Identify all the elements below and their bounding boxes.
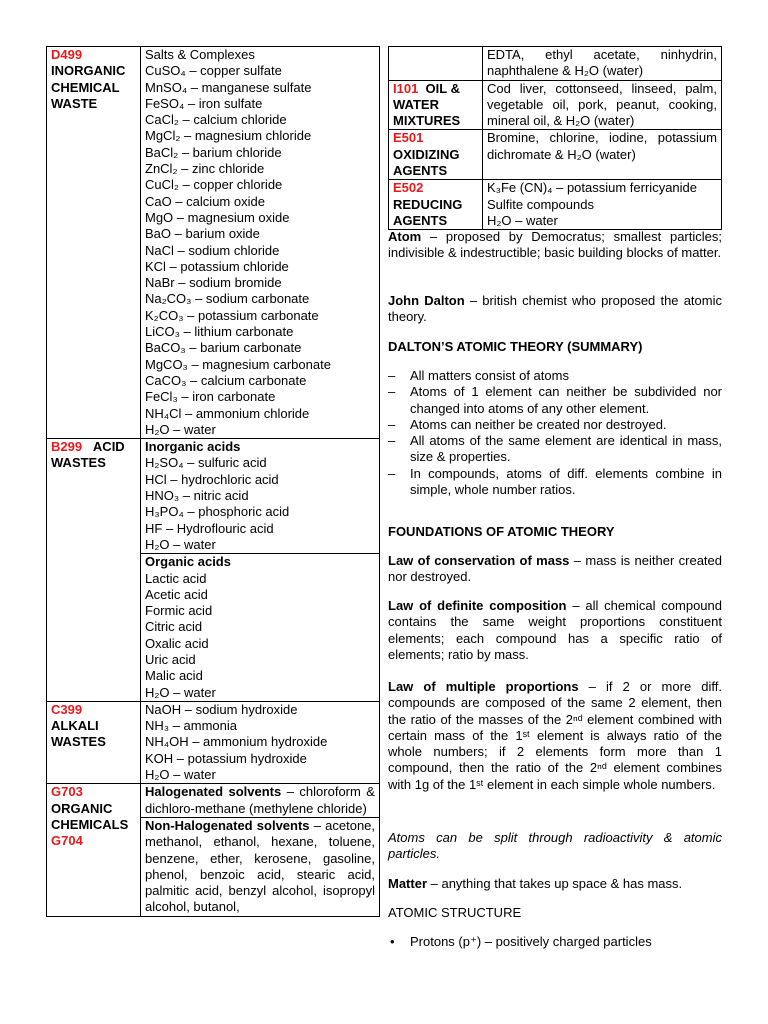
waste-code: G703 bbox=[51, 784, 83, 800]
category-name: ALKALI bbox=[51, 718, 99, 734]
waste-code: I101 bbox=[393, 80, 419, 96]
category-name: INORGANIC bbox=[51, 63, 126, 79]
table-row bbox=[389, 80, 722, 130]
category-cell bbox=[389, 130, 483, 180]
table-row bbox=[47, 439, 380, 702]
list-item: Na₂CO₃ – sodium carbonate bbox=[145, 291, 310, 307]
non-halogenated-entry: Non-Halogenated solvents – acetone, methanol, ethanol, hexane, toluene, benzene, ether, kerosene, gasoline, phenol, benzoic acid, stearic acid, palmitic acid, benzyl alcohol, isopropyl alcohol, butanol, bbox=[141, 817, 379, 916]
category-cell bbox=[47, 701, 141, 783]
list-item: – All atoms of the same element are identical in mass, size & properties. bbox=[388, 433, 722, 466]
list-item: H₂O – water bbox=[487, 212, 558, 228]
list-item: KCl – potassium chloride bbox=[145, 258, 289, 274]
list-item: CaCl₂ – calcium chloride bbox=[145, 112, 287, 128]
list-item: Salts & Complexes bbox=[145, 47, 255, 62]
list-item: ZnCl₂ – zinc chloride bbox=[145, 161, 265, 177]
list-item: Sulfite compounds bbox=[487, 196, 594, 212]
list-item: NaBr – sodium bromide bbox=[145, 275, 282, 291]
category-cell bbox=[47, 439, 141, 702]
category-cell bbox=[389, 80, 483, 130]
law-definite-composition: Law of definite composition – all chemical compound contains the same weight proportions constituent elements; each compound has a specific ratio of elements; ratio by mass. bbox=[388, 598, 722, 662]
list-item: HF – Hydroflouric acid bbox=[145, 520, 274, 536]
halogenated-entry: Halogenated solvents – chloroform & dichloro-methane (methylene chloride) bbox=[145, 784, 375, 816]
table-row bbox=[47, 47, 380, 439]
table-row bbox=[389, 130, 722, 180]
list-item: BaCl₂ – barium chloride bbox=[145, 144, 282, 160]
list-item: H₂O – water bbox=[145, 767, 216, 783]
list-item: H₂O – water bbox=[145, 536, 216, 552]
list-item: MgCO₃ – magnesium carbonate bbox=[145, 356, 331, 372]
list-item: FeCl₃ – iron carbonate bbox=[145, 389, 276, 405]
list-item: NH₄Cl – ammonium chloride bbox=[145, 405, 310, 421]
table-row bbox=[389, 180, 722, 230]
list-item: H₂SO₄ – sulfuric acid bbox=[145, 455, 267, 471]
list-item: BaO – barium oxide bbox=[145, 226, 260, 242]
list-item: MgO – magnesium oxide bbox=[145, 209, 290, 225]
list-item: Acetic acid bbox=[145, 586, 208, 602]
waste-code: G704 bbox=[51, 833, 83, 849]
list-item: Lactic acid bbox=[145, 570, 207, 586]
law-conservation: Law of conservation of mass – mass is neither created nor destroyed. bbox=[388, 553, 722, 585]
category-name: OIL & bbox=[425, 80, 460, 96]
list-item: – Atoms of 1 element can neither be subdivided nor changed into atoms of any other element. bbox=[388, 384, 722, 417]
list-item: K₃Fe (CN)₄ – potassium ferricyanide bbox=[487, 180, 697, 196]
list-item: CuSO₄ – copper sulfate bbox=[145, 63, 282, 79]
category-cell bbox=[389, 47, 483, 81]
category-name: ACID bbox=[92, 439, 125, 455]
list-item: NaOH – sodium hydroxide bbox=[145, 701, 298, 717]
section-heading: Inorganic acids bbox=[145, 439, 241, 455]
waste-table-right bbox=[388, 46, 722, 230]
list-item: CaO – calcium oxide bbox=[145, 193, 265, 209]
list-item: – In compounds, atoms of diff. elements combine in simple, whole number ratios. bbox=[388, 466, 722, 499]
list-item: HCl – hydrochloric acid bbox=[145, 471, 279, 487]
list-item: – All matters consist of atoms bbox=[388, 368, 722, 384]
foundations-heading: FOUNDATIONS OF ATOMIC THEORY bbox=[388, 524, 615, 539]
list-item: Malic acid bbox=[145, 668, 203, 684]
chemicals-cell: Bromine, chlorine, iodine, potassium dichromate & H₂O (water) bbox=[483, 130, 722, 180]
waste-code: C399 bbox=[51, 701, 83, 717]
category-name: WASTES bbox=[51, 455, 106, 471]
category-name: WASTES bbox=[51, 734, 106, 750]
dalton-definition: John Dalton – british chemist who proposed the atomic theory. bbox=[388, 293, 722, 325]
list-item: NH₄OH – ammonium hydroxide bbox=[145, 734, 328, 750]
list-item: NaCl – sodium chloride bbox=[145, 242, 280, 258]
list-item: K₂CO₃ – potassium carbonate bbox=[145, 307, 319, 323]
waste-code: B299 bbox=[51, 439, 83, 455]
atom-definition: Atom – proposed by Democratus; smallest particles; indivisible & indestructible; basic building blocks of matter. bbox=[388, 229, 722, 261]
structure-points bbox=[388, 934, 722, 950]
list-item: – Atoms can neither be created nor destroyed. bbox=[388, 417, 722, 433]
table-row bbox=[47, 784, 380, 916]
category-name: REDUCING bbox=[393, 196, 463, 212]
list-item: H₃PO₄ – phosphoric acid bbox=[145, 504, 290, 520]
list-item: H₂O – water bbox=[145, 421, 216, 437]
list-item: HNO₃ – nitric acid bbox=[145, 488, 249, 504]
radioactivity-note: Atoms can be split through radioactivity & atomic particles. bbox=[388, 830, 722, 862]
category-name: CHEMICALS bbox=[51, 816, 129, 832]
list-item: • Protons (p⁺) – positively charged particles bbox=[388, 934, 722, 950]
list-item: Formic acid bbox=[145, 603, 213, 619]
waste-table-left bbox=[46, 46, 380, 917]
structure-heading: ATOMIC STRUCTURE bbox=[388, 905, 522, 920]
list-item: KOH – potassium hydroxide bbox=[145, 750, 307, 766]
chemicals-cell bbox=[483, 180, 722, 230]
category-name: CHEMICAL bbox=[51, 79, 120, 95]
chemicals-cell: Cod liver, cottonseed, linseed, palm, vegetable oil, pork, peanut, cooking, mineral oil, & H₂O (water) bbox=[483, 80, 722, 130]
list-item: NH₃ – ammonia bbox=[145, 718, 237, 734]
table-row bbox=[47, 701, 380, 783]
category-cell bbox=[389, 180, 483, 230]
category-name: AGENTS bbox=[393, 163, 448, 179]
chemicals-cell: EDTA, ethyl acetate, ninhydrin, naphthalene & H₂O (water) bbox=[483, 47, 722, 81]
list-item: H₂O – water bbox=[145, 684, 216, 700]
category-name: MIXTURES bbox=[393, 113, 461, 129]
table-row bbox=[389, 47, 722, 81]
category-cell bbox=[47, 784, 141, 916]
category-cell bbox=[47, 47, 141, 439]
list-item: Citric acid bbox=[145, 619, 203, 635]
waste-code: D499 bbox=[51, 47, 83, 62]
list-item: FeSO₄ – iron sulfate bbox=[145, 95, 263, 111]
list-item: Uric acid bbox=[145, 651, 196, 667]
waste-code: E501 bbox=[393, 130, 424, 146]
list-item: Oxalic acid bbox=[145, 635, 209, 651]
matter-definition: Matter – anything that takes up space & has mass. bbox=[388, 876, 683, 891]
list-item: BaCO₃ – barium carbonate bbox=[145, 340, 302, 356]
chemicals-cell bbox=[141, 439, 380, 702]
dalton-points bbox=[388, 368, 722, 498]
category-name: WASTE bbox=[51, 95, 98, 111]
category-name: AGENTS bbox=[393, 212, 448, 228]
waste-code: E502 bbox=[393, 180, 424, 196]
chemicals-cell bbox=[141, 47, 380, 439]
category-name: OXIDIZING bbox=[393, 146, 460, 162]
section-heading: Organic acids bbox=[141, 553, 379, 570]
list-item: LiCO₃ – lithium carbonate bbox=[145, 324, 294, 340]
category-name: ORGANIC bbox=[51, 800, 113, 816]
list-item: MnSO₄ – manganese sulfate bbox=[145, 79, 312, 95]
dalton-heading: DALTON’S ATOMIC THEORY (SUMMARY) bbox=[388, 339, 643, 354]
list-item: CaCO₃ – calcium carbonate bbox=[145, 372, 307, 388]
chemicals-cell bbox=[141, 701, 380, 783]
chemicals-cell bbox=[141, 784, 380, 916]
list-item: CuCl₂ – copper chloride bbox=[145, 177, 283, 193]
law-multiple-proportions: Law of multiple proportions – if 2 or more diff. compounds are composed of the same 2 element, then the ratio of the masses of the 2ⁿᵈ element combined with certain mass of the 1ˢᵗ element is always ratio of the whole numbers; if 2 elements form more than 1 compound, then the ratio of the 2ⁿᵈ element combines with 1g of the 1ˢᵗ element in each simple whole numbers. bbox=[388, 679, 722, 792]
category-name: WATER bbox=[393, 96, 439, 112]
list-item: MgCl₂ – magnesium chloride bbox=[145, 128, 312, 144]
